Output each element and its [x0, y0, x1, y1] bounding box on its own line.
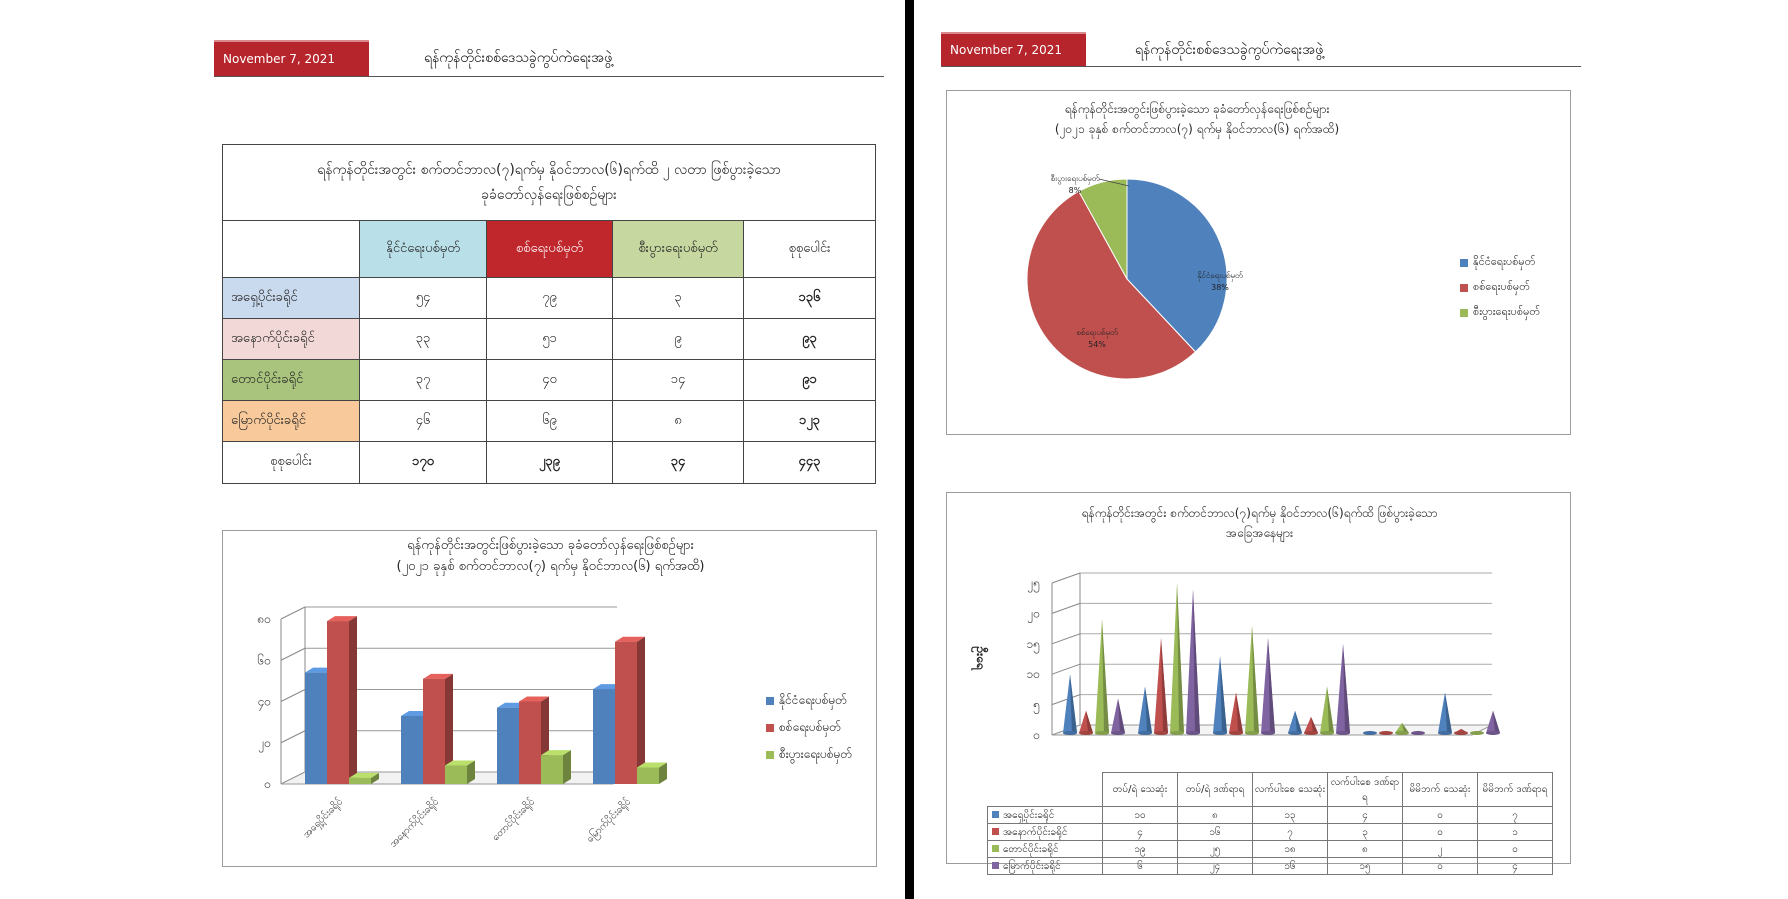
table-cell: ၈: [613, 401, 744, 442]
cone-table-cell: ၆: [1103, 858, 1178, 875]
table-cell: ၉: [613, 319, 744, 360]
bar: [541, 750, 571, 784]
legend-label: စီးပွားရေးပစ်မှတ်: [1473, 305, 1541, 318]
pie-legend-political: [1460, 255, 1535, 271]
table-header-cell: နိုင်ငံရေးပစ်မှတ်: [360, 221, 487, 278]
legend-label: စီးပွားရေးပစ်မှတ်: [779, 747, 853, 761]
cone: [1154, 638, 1168, 735]
cone-table-cell: ၃: [1328, 824, 1403, 841]
table-cell: ၄၄၃: [798, 454, 821, 469]
legend-label: အနောက်ပိုင်းခရိုင်: [1003, 826, 1068, 838]
cone-table-cell: ၂၅: [1178, 841, 1253, 858]
pie-chart-frame: [946, 90, 1571, 435]
table-grid: [223, 221, 875, 483]
y-tick-label: ၀: [1033, 728, 1040, 742]
cone-table-cell: ၇: [1478, 807, 1553, 824]
slice-pct-label: 38%: [1211, 283, 1229, 292]
y-tick-label: ၅: [1033, 697, 1040, 712]
table-header-cell: စစ်ရေးပစ်မှတ်: [487, 221, 613, 278]
cone-table-cell: ၀: [1403, 807, 1478, 824]
grid-line-side: [281, 607, 305, 619]
cone-table-row: [988, 841, 1553, 858]
slice-name-label: စီးပွားရေးပစ်မှတ်: [1050, 174, 1100, 183]
cone: [1095, 619, 1109, 735]
date-tab: November 7, 2021: [214, 40, 369, 76]
cone-table-category: မိမိဘက် ဒဏ်ရာရ: [1478, 773, 1553, 807]
cone-table-category: တပ်/ရဲ သေဆုံး: [1103, 773, 1178, 807]
cone: [1261, 638, 1275, 735]
cone-chart-title-line1: ရန်ကုန်တိုင်းအတွင်း စက်တင်ဘာလ(၇)ရက်မှ နိုဝင်ဘာလ(၆)ရက်ထိ ဖြစ်ပွားခဲ့သော: [1081, 506, 1438, 520]
legend-swatch: [992, 828, 999, 835]
grid-line-side: [281, 648, 305, 660]
cone-table-cell: ၁: [1478, 824, 1553, 841]
table-cell: ၅၁: [487, 319, 613, 360]
cone-table-cell: ၂၄: [1178, 858, 1253, 875]
cone-table-cell: ၁၃: [1253, 807, 1328, 824]
table-cell: ၁၇၀: [360, 442, 487, 483]
cone: [1063, 674, 1077, 735]
table-row-label: အနောက်ပိုင်းခရိုင်: [223, 319, 360, 360]
table-cell: ၇၉: [487, 278, 613, 319]
cone-chart-title-line2: အခြေအနေများ: [1225, 526, 1293, 540]
grid-line-side: [1052, 634, 1080, 644]
grid-line-side: [1052, 664, 1080, 674]
cone-table-cell: ၄: [1328, 807, 1403, 824]
cone: [1336, 644, 1350, 735]
incidents-table: [222, 144, 876, 484]
table-row-label: တောင်ပိုင်းခရိုင်: [223, 360, 360, 401]
bar-legend-economic: [766, 746, 852, 764]
legend-label: စစ်ရေးပစ်မှတ်: [779, 720, 842, 734]
legend-swatch: [1460, 284, 1468, 292]
table-cell: ၉၃: [744, 319, 875, 360]
cone-table-row-label: [988, 858, 1103, 875]
cone-table-cell: ၀: [1403, 858, 1478, 875]
table-header-cell: စုစုပေါင်း: [744, 221, 875, 278]
cone-table-header-row: [988, 773, 1553, 807]
legend-label: အရှေ့ပိုင်းခရိုင်: [1003, 809, 1055, 821]
header-rule: [214, 76, 884, 77]
table-row-label: မြောက်ပိုင်းခရိုင်: [223, 401, 360, 442]
bar: [327, 616, 357, 784]
page-divider: [905, 0, 914, 899]
cone-table-cell: ၄: [1103, 824, 1178, 841]
grid-line-side: [281, 690, 305, 702]
slice-name-label: စစ်ရေးပစ်မှတ်: [1076, 328, 1118, 337]
pie-legend-military: [1460, 280, 1530, 296]
table-cell: ၃: [613, 278, 744, 319]
cone-table-cell: ၁၉: [1103, 841, 1178, 858]
cone-table-category: မိမိဘက် သေဆုံး: [1403, 773, 1478, 807]
cone-table-category: တပ်/ရဲ ဒဏ်ရာရ: [1178, 773, 1253, 807]
cone-data-table: [987, 772, 1553, 875]
table-cell: ၄၆: [360, 401, 487, 442]
right-page: [914, 0, 1788, 899]
table-cell: ၄၀: [487, 360, 613, 401]
cone-table-corner: [988, 773, 1103, 807]
grid-line-side: [1052, 603, 1080, 613]
bar-chart-title-line2: (၂၀၂၁ ခုနှစ် စက်တင်ဘာလ(၇) ရက်မှ နိုဝင်ဘာလ(၆) ရက်အထိ): [396, 559, 705, 574]
y-tick-label: ၁၅: [1026, 636, 1040, 651]
table-cell: ၆၉: [487, 401, 613, 442]
cone: [1288, 711, 1302, 735]
pie-legend-economic: [1460, 305, 1540, 321]
table-cell: ၁၂၃: [744, 401, 875, 442]
bar: [445, 760, 475, 784]
cone-table-cell: ၈: [1328, 841, 1403, 858]
table-row-label: အရှေ့ပိုင်းခရိုင်: [223, 278, 360, 319]
cone: [1111, 699, 1125, 735]
y-axis-label: ဦးရေ: [974, 646, 988, 670]
table-header-cell: စီးပွားရေးပစ်မှတ်: [613, 221, 744, 278]
cone-table-cell: ၀: [1478, 841, 1553, 858]
table-cell: ၃၄: [613, 442, 744, 483]
table-title-line2: ခုခံတော်လှန်ရေးဖြစ်စဉ်များ: [481, 186, 617, 203]
cone: [1245, 626, 1259, 735]
legend-label: တောင်ပိုင်းခရိုင်: [1003, 843, 1059, 855]
cone-table-row: [988, 807, 1553, 824]
cone-table-cell: ၀: [1403, 824, 1478, 841]
cone-table-cell: ၂: [1403, 841, 1478, 858]
table-cell: ၉၁: [744, 360, 875, 401]
cone-table-cell: ၈: [1178, 807, 1253, 824]
bar: [637, 763, 667, 785]
x-tick-label: အနောက်ပိုင်းခရိုင်: [387, 796, 442, 850]
table-cell: ၂၃၉: [487, 442, 613, 483]
bar-chart-frame: [222, 530, 877, 867]
x-tick-label: မြောက်ပိုင်းခရိုင်: [584, 796, 634, 845]
cone: [1486, 711, 1500, 735]
cone: [1170, 583, 1184, 735]
y-tick-label: ၂၀: [258, 735, 271, 750]
bar-legend-political: [766, 692, 847, 710]
pie-chart-title-line2: (၂၀၂၁ ခုနှစ် စက်တင်ဘာလ(၇) ရက်မှ နိုဝင်ဘာလ(၆) ရက်အထိ): [1054, 122, 1340, 136]
date-tab: November 7, 2021: [941, 32, 1086, 66]
cone-table-cell: ၁၆: [1253, 858, 1328, 875]
legend-swatch: [766, 724, 774, 732]
bar-chart-title-line1: ရန်ကုန်တိုင်းအတွင်းဖြစ်ပွားခဲ့သော ခုခံတော်လှန်ရေးဖြစ်စဉ်များ: [407, 538, 694, 553]
table-cell: ၃၇: [360, 360, 487, 401]
y-tick-label: ၈၀: [257, 612, 271, 626]
slice-name-label: နိုင်ငံရေးပစ်မှတ်: [1197, 271, 1243, 280]
slice-pct-label: 8%: [1068, 186, 1082, 195]
slice-pct-label: 54%: [1088, 340, 1106, 349]
y-tick-label: ၄၀: [257, 694, 271, 709]
page-header-title: ရန်ကုန်တိုင်းစစ်ဒေသခွဲကွပ်ကဲရေးအဖွဲ့: [424, 50, 613, 66]
cone-table-cell: ၁၀: [1103, 807, 1178, 824]
cone-table-cell: ၁၆: [1178, 824, 1253, 841]
legend-swatch: [766, 697, 774, 705]
legend-swatch: [1460, 259, 1468, 267]
grid-line-side: [281, 731, 305, 743]
cone: [1229, 692, 1243, 735]
cone-chart-frame: [946, 492, 1571, 872]
cone: [1213, 656, 1227, 735]
legend-label: နိုင်ငံရေးပစ်မှတ်: [1473, 255, 1536, 268]
cone-table-row-label: [988, 824, 1103, 841]
bar: [615, 637, 645, 784]
grid-line-side: [1052, 695, 1080, 705]
cone: [1138, 686, 1152, 735]
y-tick-label: ၂၅: [1027, 576, 1040, 590]
table-title: [223, 145, 875, 221]
cone: [1438, 692, 1452, 735]
y-tick-label: ၂၀: [1027, 606, 1040, 621]
cone: [1363, 731, 1377, 735]
cone-table-cell: ၁၅: [1328, 858, 1403, 875]
table-title-line1: ရန်ကုန်တိုင်းအတွင်း စက်တင်ဘာလ(၇)ရက်မှ နိုဝင်ဘာလ(၆)ရက်ထိ ၂ လတာ ဖြစ်ပွားခဲ့သော: [317, 161, 781, 178]
bar-legend-military: [766, 719, 841, 737]
cone-table-row-label: [988, 807, 1103, 824]
table-row-label: စုစုပေါင်း: [223, 442, 360, 483]
legend-swatch: [992, 845, 999, 852]
cone: [1079, 711, 1093, 735]
pie-chart-title-line1: ရန်ကုန်တိုင်းအတွင်းဖြစ်ပွားခဲ့သော ခုခံတော်လှန်ရေးဖြစ်စဉ်များ: [1064, 102, 1330, 116]
legend-label: မြောက်ပိုင်းခရိုင်: [1003, 860, 1061, 872]
legend-label: နိုင်ငံရေးပစ်မှတ်: [779, 693, 848, 707]
legend-swatch: [766, 751, 774, 759]
cone: [1379, 731, 1393, 735]
cone-table-category: လက်ပါးစေ ဒဏ်ရာရ: [1328, 773, 1403, 807]
y-tick-label: ၁၀: [1026, 667, 1040, 682]
y-tick-label: ၆၀: [257, 653, 271, 668]
legend-swatch: [1460, 309, 1468, 317]
cone-table-category: လက်ပါးစေ သေဆုံး: [1253, 773, 1328, 807]
legend-label: စစ်ရေးပစ်မှတ်: [1473, 280, 1530, 293]
cone: [1320, 686, 1334, 735]
cone-table-cell: ၁၈: [1253, 841, 1328, 858]
cone: [1186, 589, 1200, 735]
page-header-title: ရန်ကုန်တိုင်းစစ်ဒေသခွဲကွပ်ကဲရေးအဖွဲ့: [1135, 42, 1324, 58]
cone: [1411, 731, 1425, 735]
y-tick-label: ၀: [264, 777, 271, 791]
cone-table-row: [988, 824, 1553, 841]
table-cell: ၃၃: [360, 319, 487, 360]
legend-swatch: [992, 862, 999, 869]
table-cell: ၅၄: [360, 278, 487, 319]
cone: [1470, 731, 1484, 735]
x-tick-label: တောင်ပိုင်းခရိုင်: [490, 796, 538, 844]
cone-table-cell: ၄: [1478, 858, 1553, 875]
grid-line-side: [1052, 573, 1080, 583]
cone-table-row-label: [988, 841, 1103, 858]
table-cell: ၁၄: [613, 360, 744, 401]
table-header-cell: [223, 221, 360, 278]
legend-swatch: [992, 811, 999, 818]
table-cell: ၁၃၆: [744, 278, 875, 319]
cone-table-cell: ၇: [1253, 824, 1328, 841]
header-rule: [941, 66, 1581, 67]
cone-table-row: [988, 858, 1553, 875]
x-tick-label: အရှေ့ပိုင်းခရိုင်: [301, 796, 346, 841]
